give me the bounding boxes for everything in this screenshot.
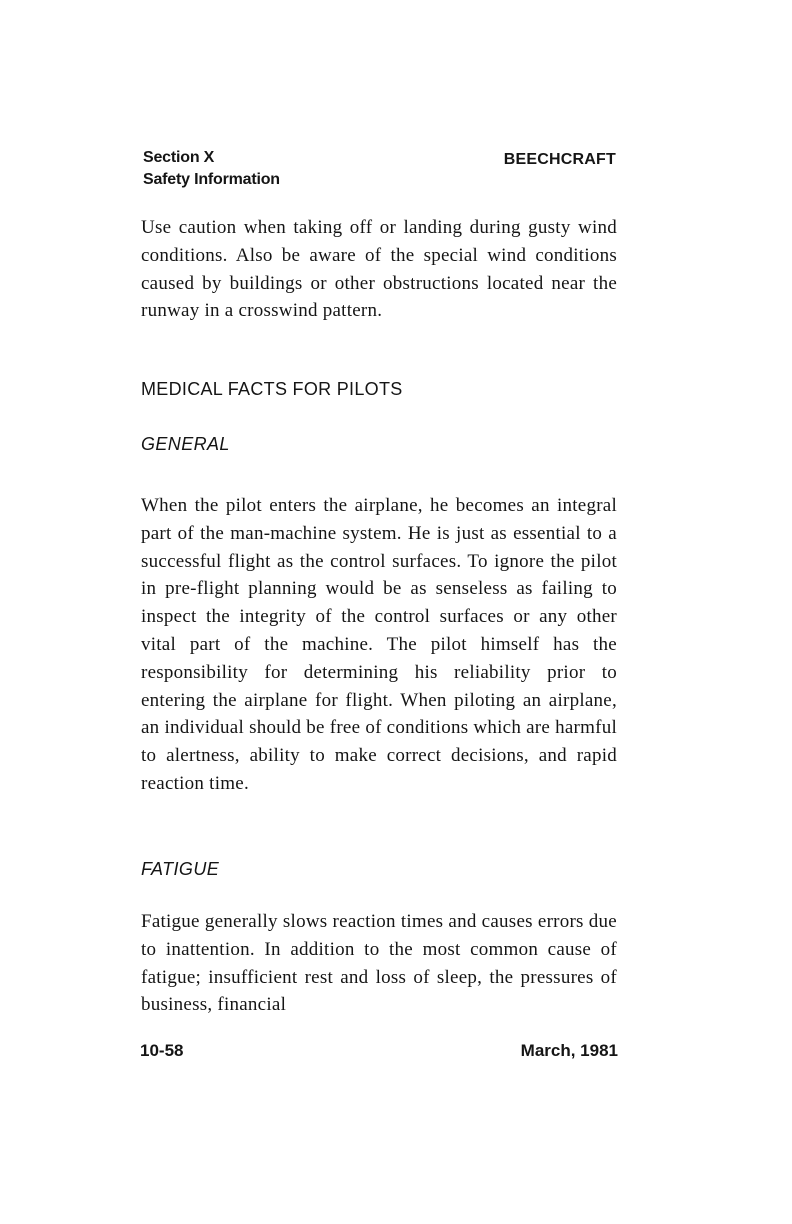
- intro-paragraph: Use caution when taking off or landing during gusty wind conditions. Also be aware of the special wind conditions caused by buildings or other obstructions located near the runway in a crosswind pattern.: [141, 217, 617, 322]
- revision-date: March, 1981: [520, 1041, 618, 1060]
- section-heading: MEDICAL FACTS FOR PILOTS: [141, 379, 403, 399]
- page-number: 10-58: [140, 1041, 184, 1060]
- fatigue-paragraph: Fatigue generally slows reaction times and causes errors due to inattention. In addition to the most common cause of fatigue; insufficient rest and loss of sleep, the pressures of business, financial: [141, 911, 617, 1016]
- general-paragraph: When the pilot enters the airplane, he becomes an integral part of the man-machine system. He is just as essential to a successful flight as the control surfaces. To ignore the pilot in pre-flight planning would be as senseless as failing to inspect the integrity of the control surfaces or any other vital part of the machine. The pilot himself has the responsibility for determining his reliability prior to entering the airplane for flight. When piloting an airplane, an individual should be free of conditions which are harmful to alertness, ability to make correct decisions, and rapid reaction time.: [141, 495, 617, 794]
- fatigue-heading: FATIGUE: [141, 859, 220, 879]
- section-number: Section X: [143, 149, 215, 166]
- section-title: Safety Information: [143, 171, 280, 188]
- general-heading: GENERAL: [141, 434, 230, 454]
- brand-header: BEECHCRAFT: [503, 151, 616, 168]
- section-header: [143, 147, 280, 191]
